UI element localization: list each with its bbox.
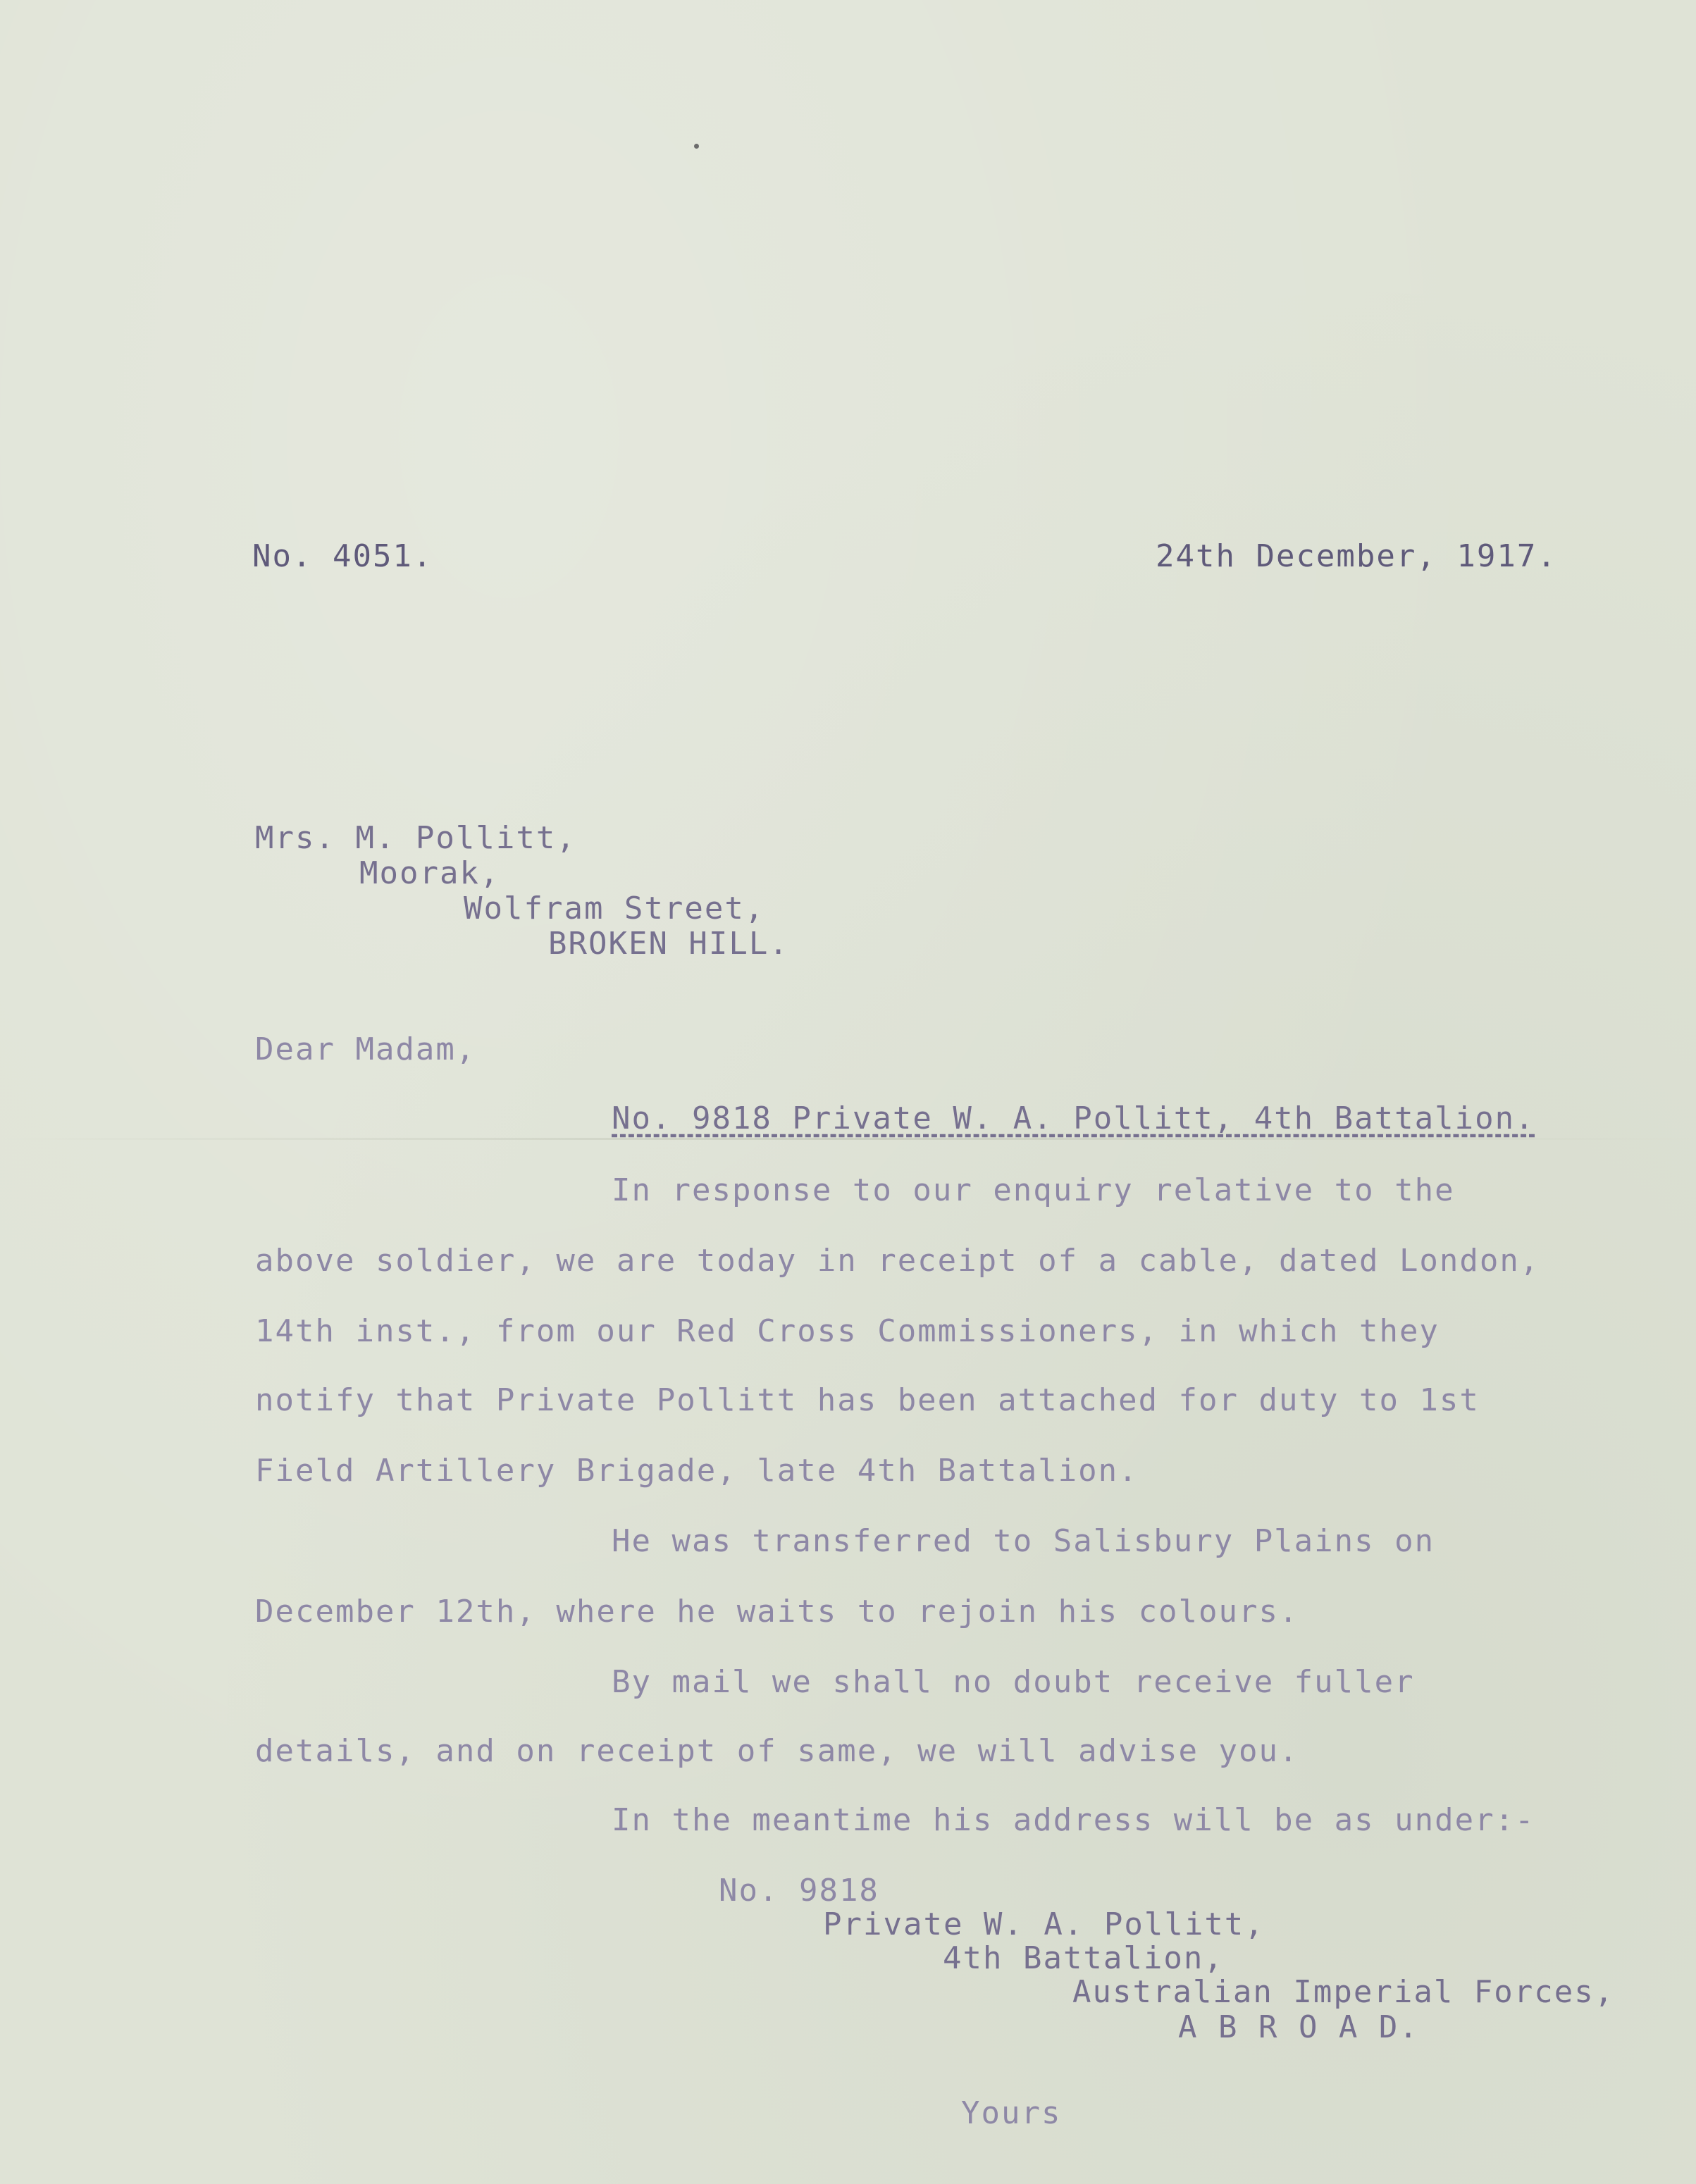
address-name: Private W. A. Pollitt,: [823, 1906, 1265, 1942]
address-battalion: 4th Battalion,: [943, 1940, 1224, 1976]
body-line: December 12th, where he waits to rejoin his colours.: [255, 1594, 1299, 1630]
body-line: notify that Private Pollitt has been attached for duty to 1st: [255, 1382, 1480, 1418]
recipient-name: Mrs. M. Pollitt,: [255, 820, 576, 856]
body-line: By mail we shall no doubt receive fuller: [612, 1664, 1415, 1700]
subject-line: No. 9818 Private W. A. Pollitt, 4th Battalion.: [612, 1100, 1535, 1136]
recipient-town: BROKEN HILL.: [548, 926, 789, 962]
reference-number: No. 4051.: [252, 538, 433, 574]
closing: Yours: [961, 2095, 1062, 2131]
paper-fold-crease: [0, 1138, 1696, 1140]
recipient-street: Wolfram Street,: [464, 891, 765, 926]
body-line: 14th inst., from our Red Cross Commissioners, in which they: [255, 1313, 1440, 1349]
body-line: In response to our enquiry relative to the: [612, 1172, 1455, 1208]
recipient-house: Moorak,: [359, 855, 500, 891]
address-number: No. 9818: [719, 1873, 879, 1909]
salutation: Dear Madam,: [255, 1031, 476, 1067]
address-forces: Australian Imperial Forces,: [1072, 1974, 1615, 2010]
paper-mark: [694, 144, 699, 149]
body-line: He was transferred to Salisbury Plains on: [612, 1523, 1435, 1559]
body-line: above soldier, we are today in receipt of a cable, dated London,: [255, 1243, 1540, 1279]
address-location: A B R O A D.: [1178, 2009, 1419, 2045]
body-line: In the meantime his address will be as under:-: [612, 1802, 1535, 1838]
body-line: Field Artillery Brigade, late 4th Battalion.: [255, 1453, 1139, 1489]
letter-date: 24th December, 1917.: [1156, 538, 1557, 574]
body-line: details, and on receipt of same, we will advise you.: [255, 1733, 1299, 1769]
